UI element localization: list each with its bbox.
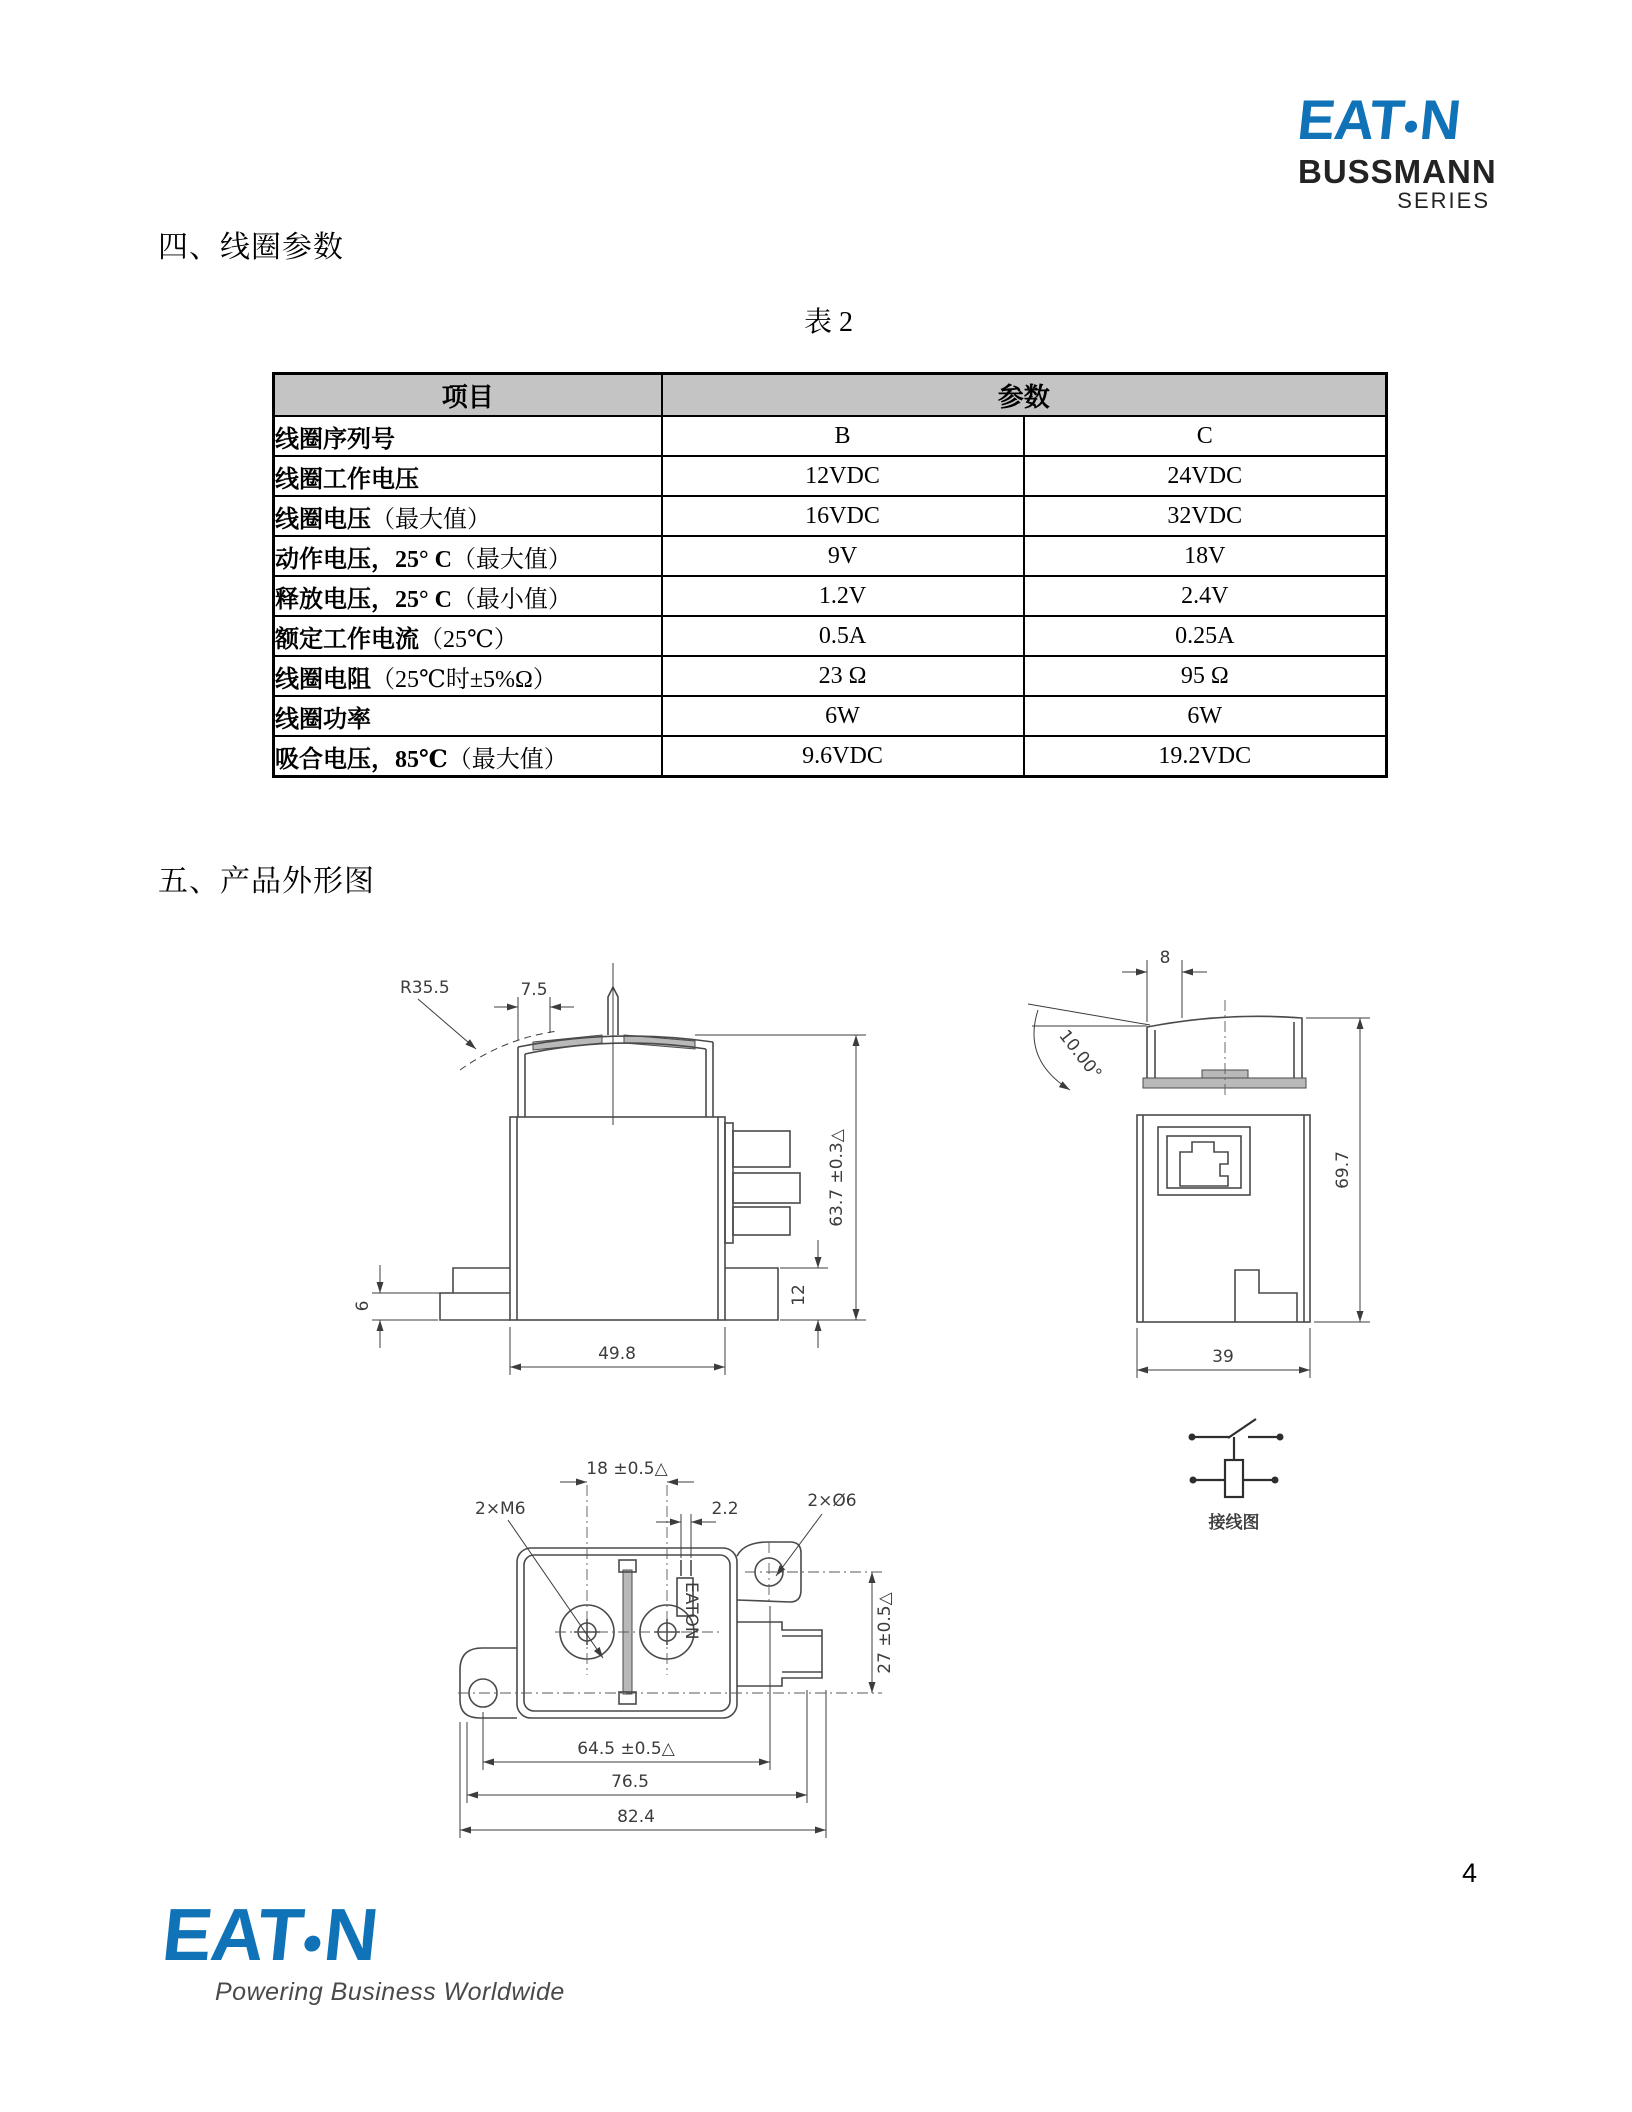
wiring-diagram-caption: 接线图 — [1208, 1513, 1260, 1533]
dim-side-height: 69.7 — [1333, 1151, 1353, 1189]
table-row — [274, 416, 1387, 456]
table-header-row — [274, 374, 1387, 417]
row-label: 线圈工作电压 — [274, 456, 662, 496]
eaton-footer-logo — [158, 1893, 565, 2007]
table-row — [274, 696, 1387, 736]
eaton-logo-dot-icon: ● — [1401, 109, 1422, 141]
value-b: 16VDC — [662, 496, 1024, 536]
eaton-logo-top — [1294, 88, 1464, 151]
dim-front-base-width: 49.8 — [598, 1344, 636, 1364]
section-heading-product-outline: 五、产品外形图 — [158, 865, 375, 898]
dim-side-angle: 10.00° — [1054, 1026, 1106, 1084]
dim-front-height: 63.7 ±0.3△ — [827, 1129, 847, 1227]
series-wordmark: SERIES — [1397, 188, 1490, 213]
dim-side-top-width: 8 — [1159, 948, 1171, 968]
bottom-view-dimensions — [460, 1459, 895, 1838]
eaton-bussmann-logo — [1294, 88, 1497, 213]
value-c: 95 Ω — [1024, 656, 1387, 696]
dim-bottom-rib: 2.2 — [711, 1499, 739, 1519]
dim-bottom-hole-offset: 27 ±0.5△ — [875, 1592, 895, 1674]
value-b: 9V — [662, 536, 1024, 576]
dim-bottom-overall-width: 82.4 — [617, 1807, 655, 1827]
row-label: 额定工作电流（25℃） — [274, 616, 662, 656]
value-b: 6W — [662, 696, 1024, 736]
table-caption: 表 2 — [803, 307, 853, 338]
value-c: 32VDC — [1024, 496, 1387, 536]
eaton-logo-text: EAT — [1294, 88, 1407, 151]
table-row — [274, 656, 1387, 696]
value-b: 0.5A — [662, 616, 1024, 656]
row-label: 释放电压，25° C（最小值） — [274, 576, 662, 616]
table-row — [274, 616, 1387, 656]
bottom-view-body — [458, 1485, 885, 1718]
molded-brand-mark: EATON — [681, 1582, 701, 1640]
dim-front-flange-step: 6 — [353, 1300, 373, 1312]
row-label: 线圈功率 — [274, 696, 662, 736]
dim-front-top-width: 7.5 — [520, 980, 548, 1000]
dim-front-radius: R35.5 — [400, 978, 450, 998]
column-header-parameter: 参数 — [662, 374, 1387, 417]
row-label: 线圈电压（最大值） — [274, 496, 662, 536]
eaton-logo-text: EAT — [158, 1893, 307, 1976]
front-view-drawing — [300, 935, 900, 1405]
value-c: 18V — [1024, 536, 1387, 576]
value-b: 23 Ω — [662, 656, 1024, 696]
table-row — [274, 736, 1387, 777]
dim-bottom-hole: 2×Ø6 — [807, 1491, 857, 1511]
table-row — [274, 456, 1387, 496]
page-number: 4 — [1462, 1858, 1478, 1888]
eaton-logo-bottom — [158, 1893, 382, 1976]
dim-bottom-terminal-pitch: 18 ±0.5△ — [586, 1459, 668, 1479]
value-c: 19.2VDC — [1024, 736, 1387, 777]
front-view-body — [440, 963, 800, 1320]
value-b: B — [662, 416, 1024, 456]
dim-bottom-thread: 2×M6 — [475, 1499, 526, 1519]
bottom-view-drawing — [420, 1430, 940, 1870]
eaton-logo-text-n: N — [1416, 88, 1464, 151]
section-heading-coil-parameters: 四、线圈参数 — [158, 231, 344, 264]
column-header-item: 项目 — [274, 374, 662, 417]
side-view-dimensions — [1028, 948, 1370, 1378]
value-c: 6W — [1024, 696, 1387, 736]
eaton-tagline: Powering Business Worldwide — [215, 1978, 565, 2006]
value-c: 0.25A — [1024, 616, 1387, 656]
wiring-diagram — [1150, 1390, 1370, 1550]
row-label: 吸合电压，85℃（最大值） — [274, 736, 662, 777]
value-c: C — [1024, 416, 1387, 456]
relay-symbol — [1189, 1419, 1284, 1497]
dim-bottom-body-width: 76.5 — [611, 1772, 649, 1792]
value-b: 9.6VDC — [662, 736, 1024, 777]
row-label: 线圈电阻（25℃时±5%Ω） — [274, 656, 662, 696]
dim-side-width: 39 — [1212, 1347, 1234, 1367]
side-view-body — [1137, 1000, 1310, 1322]
table-row — [274, 536, 1387, 576]
row-label: 线圈序列号 — [274, 416, 662, 456]
row-label: 动作电压，25° C（最大值） — [274, 536, 662, 576]
dim-front-flange-height: 12 — [789, 1284, 809, 1306]
dim-bottom-mount-pitch: 64.5 ±0.5△ — [577, 1739, 675, 1759]
eaton-logo-dot-icon: ● — [299, 1921, 327, 1963]
eaton-logo-text-n: N — [320, 1893, 382, 1976]
coil-parameter-table — [272, 372, 1388, 778]
value-c: 2.4V — [1024, 576, 1387, 616]
value-c: 24VDC — [1024, 456, 1387, 496]
table-row — [274, 576, 1387, 616]
bussmann-wordmark: BUSSMANN — [1298, 153, 1497, 190]
value-b: 12VDC — [662, 456, 1024, 496]
value-b: 1.2V — [662, 576, 1024, 616]
table-row — [274, 496, 1387, 536]
front-view-dimensions — [353, 978, 866, 1375]
side-view-drawing — [1010, 930, 1450, 1400]
